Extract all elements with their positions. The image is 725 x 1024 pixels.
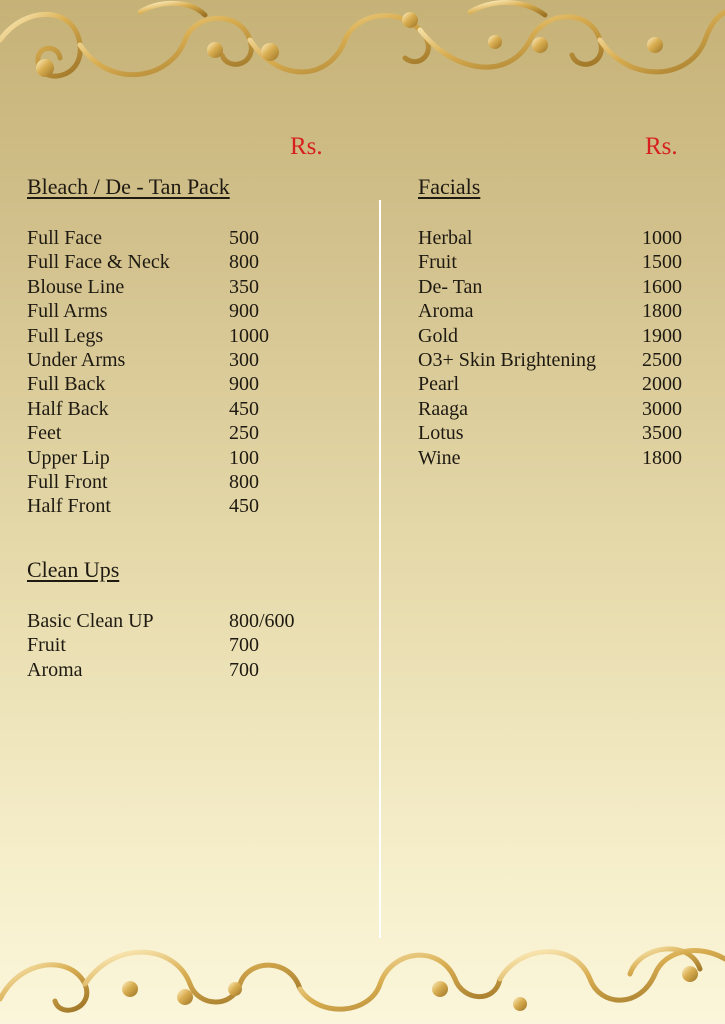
item-name: Wine xyxy=(418,446,461,469)
item-price: 1000 xyxy=(229,324,269,347)
item-price: 700 xyxy=(229,634,259,657)
item-name: Under Arms xyxy=(27,348,126,371)
item-name: Aroma xyxy=(27,658,83,681)
item-name: Lotus xyxy=(418,422,464,445)
price-header-left: Rs. xyxy=(290,133,323,160)
item-name: O3+ Skin Brightening xyxy=(418,348,596,371)
column-divider xyxy=(379,200,381,938)
gold-scroll-ornament-top xyxy=(0,0,725,100)
item-price: 2500 xyxy=(642,348,682,371)
item-price: 100 xyxy=(229,446,259,469)
item-price: 1900 xyxy=(642,324,682,347)
item-name: Gold xyxy=(418,324,458,347)
item-name: Full Front xyxy=(27,470,108,493)
item-price: 1500 xyxy=(642,251,682,274)
item-price: 3500 xyxy=(642,422,682,445)
item-price: 3000 xyxy=(642,397,682,420)
item-name: Upper Lip xyxy=(27,446,110,469)
item-price: 500 xyxy=(229,227,259,249)
item-price: 1600 xyxy=(642,275,682,298)
item-name: Full Legs xyxy=(27,324,104,347)
item-name: Half Back xyxy=(27,397,109,420)
item-price: 800/600 xyxy=(229,610,295,632)
item-price: 450 xyxy=(229,397,259,420)
item-price: 250 xyxy=(229,422,259,445)
item-name: Full Back xyxy=(27,373,106,396)
item-name: Herbal xyxy=(418,227,473,249)
item-price: 800 xyxy=(229,251,259,274)
item-name: Full Arms xyxy=(27,300,108,323)
item-name: De- Tan xyxy=(418,275,483,298)
item-price: 300 xyxy=(229,348,259,371)
price-header-right: Rs. xyxy=(645,133,678,160)
item-name: Blouse Line xyxy=(27,275,125,298)
item-price: 1800 xyxy=(642,446,682,469)
section-title-cleanups: Clean Ups xyxy=(27,557,120,582)
item-name: Half Front xyxy=(27,495,111,518)
item-price: 700 xyxy=(229,658,259,681)
item-price: 350 xyxy=(229,275,259,298)
item-price: 2000 xyxy=(642,373,682,396)
item-price: 1000 xyxy=(642,227,682,249)
item-price: 1800 xyxy=(642,300,682,323)
item-name: Pearl xyxy=(418,373,460,396)
section-title-bleach: Bleach / De - Tan Pack xyxy=(27,174,230,199)
item-name: Aroma xyxy=(418,300,474,323)
item-name: Fruit xyxy=(27,634,66,657)
item-name: Feet xyxy=(27,422,62,445)
section-title-facials: Facials xyxy=(418,174,481,199)
item-price: 900 xyxy=(229,300,259,323)
gold-scroll-ornament-bottom xyxy=(0,929,725,1024)
item-name: Raaga xyxy=(418,397,468,420)
item-price: 800 xyxy=(229,470,259,493)
item-price: 900 xyxy=(229,373,259,396)
item-name: Full Face & Neck xyxy=(27,251,170,274)
item-name: Fruit xyxy=(418,251,457,274)
item-price: 450 xyxy=(229,495,259,518)
item-name: Full Face xyxy=(27,227,102,249)
item-name: Basic Clean UP xyxy=(27,610,154,632)
